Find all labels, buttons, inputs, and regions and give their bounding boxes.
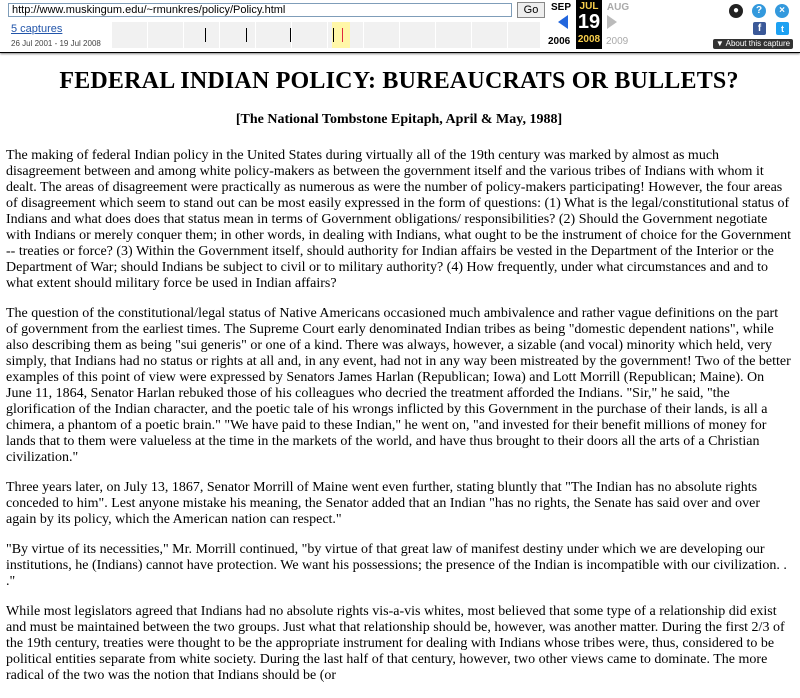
facebook-icon[interactable]: f [753, 22, 766, 35]
capture-date-range: 26 Jul 2001 - 19 Jul 2008 [11, 39, 101, 48]
article-paragraph: While most legislators agreed that Indians had no absolute rights vis-a-vis whites, most believed that some type of a relationship did exist and must be maintained between the two groups. Just what that relationship should be, however, was another matter. During the first 2/3 of the 19th century, treaties were thought to be the appropriate instrument for dealing with Indians whose tribes were, thus, considered to be political entities separate from white society. During the last half of that century, however, two other views came to dominate. The more radical of the two was the notion that Indians should be (or [6, 604, 785, 683]
capture-sparkline[interactable] [112, 22, 540, 48]
next-month-label: AUG [606, 2, 630, 13]
captures-link[interactable]: 5 captures [11, 23, 63, 35]
article-source: [The National Tombstone Epitaph, April & May, 1988] [235, 112, 563, 127]
current-month-label: JUL [579, 1, 599, 12]
capture-tick[interactable] [205, 28, 206, 42]
wayback-toolbar [0, 0, 800, 53]
article-paragraph: Three years later, on July 13, 1867, Senator Morrill of Maine went even further, stating bluntly that "The Indian has no absolute rights conceded to him". Lest anyone mistake his meaning, the Senator added that an Indian "has no rights, the Senate has said over and over again by its policy, which the American nation can respect." [6, 480, 760, 527]
current-year-label: 2008 [577, 34, 601, 45]
capture-tick-current[interactable] [342, 28, 343, 42]
about-capture-button[interactable]: ▼ About this capture [713, 39, 793, 49]
prev-year-label[interactable]: 2006 [548, 36, 571, 47]
user-icon[interactable]: ● [729, 4, 743, 18]
current-year-highlight [332, 22, 350, 48]
prev-month-label[interactable]: SEP [550, 2, 571, 13]
article-title: FEDERAL INDIAN POLICY: BUREAUCRATS OR BULLETS? [59, 68, 739, 94]
next-year-label: 2009 [606, 36, 629, 47]
go-button[interactable]: Go [517, 2, 545, 18]
article-paragraph: The question of the constitutional/legal status of Native Americans occasioned much ambivalence and rather vague definitions on the part of government from the earliest times. The Supreme Court early denominated Indian tribes as being "domestic dependent nations", while also describing them as being "sui generis" or one of a kind. There was always, however, a sizable (and vocal) minority which held, very simply, that Indians had no status or rights at all and, in any event, had not in any way been mistreated by the government! Two of the better examples of this point of view were expressed by Senators James Harlan (Republican; Iowa) and Lott Morrill (Republican; Maine). On June 11, 1864, Senator Harlan rebuked those of his colleagues who decried the treatment afforded the Indians. "Sir," he said, "the glorification of the Indian character, and the poetic tale of his wrongs inflicted by this Government in the purchase of their lands, is all a chimera, a phantom of a poetic brain." "We have paid to these Indian," he went on, "and invested for their benefit millions of money for lands that to them were valueless at the time in the markets of the world, and have thus brought to their doors all the arts of a Christian civilization." [6, 306, 791, 465]
article [6, 66, 792, 698]
next-capture-arrow-icon [607, 15, 617, 29]
close-icon[interactable]: × [775, 4, 789, 18]
current-capture-date [576, 0, 602, 49]
article-paragraph: "By virtue of its necessities," Mr. Morrill continued, "by virtue of that great law of manifest destiny under which we are developing our institutions, he (Indians) cannot have protection. We want his possessions; the presence of the Indian is incompatible with our civilization. . ." [6, 542, 787, 589]
url-input[interactable] [8, 3, 512, 17]
article-paragraph: The making of federal Indian policy in the United States during virtually all of the 19th century was marked by almost as much disagreement between and among white policy-makers as between the government itself and the various tribes of Indians with whom it dealt. The areas of disagreement were practically as numerous as were the number of policy-makers participating! However, the four areas of disagreement which seem to stand out can be most easily expressed in the form of questions: (1) What is the legal/constitutional status of Indians and what does does that status mean in terms of Government obligations/ responsibilities? (2) Should the Government negotiate with Indians or merely conquer them; in other words, in dealing with Indians, what ought to be the instrument of choice for the Government -- treaties or force? (3) Within the Government itself, should authority for Indian affairs be vested in the Department of the Interior or the Department of War; should Indians be subject to civil or to military authority? (4) How frequently, under what circumstances and and to what extent should military force be used in Indian affairs? [6, 148, 791, 291]
twitter-icon[interactable]: t [776, 22, 789, 35]
prev-capture-arrow-icon[interactable] [558, 15, 568, 29]
capture-tick[interactable] [333, 28, 334, 42]
capture-tick[interactable] [290, 28, 291, 42]
current-day-label: 19 [577, 11, 601, 33]
help-icon[interactable]: ? [752, 4, 766, 18]
capture-tick[interactable] [246, 28, 247, 42]
